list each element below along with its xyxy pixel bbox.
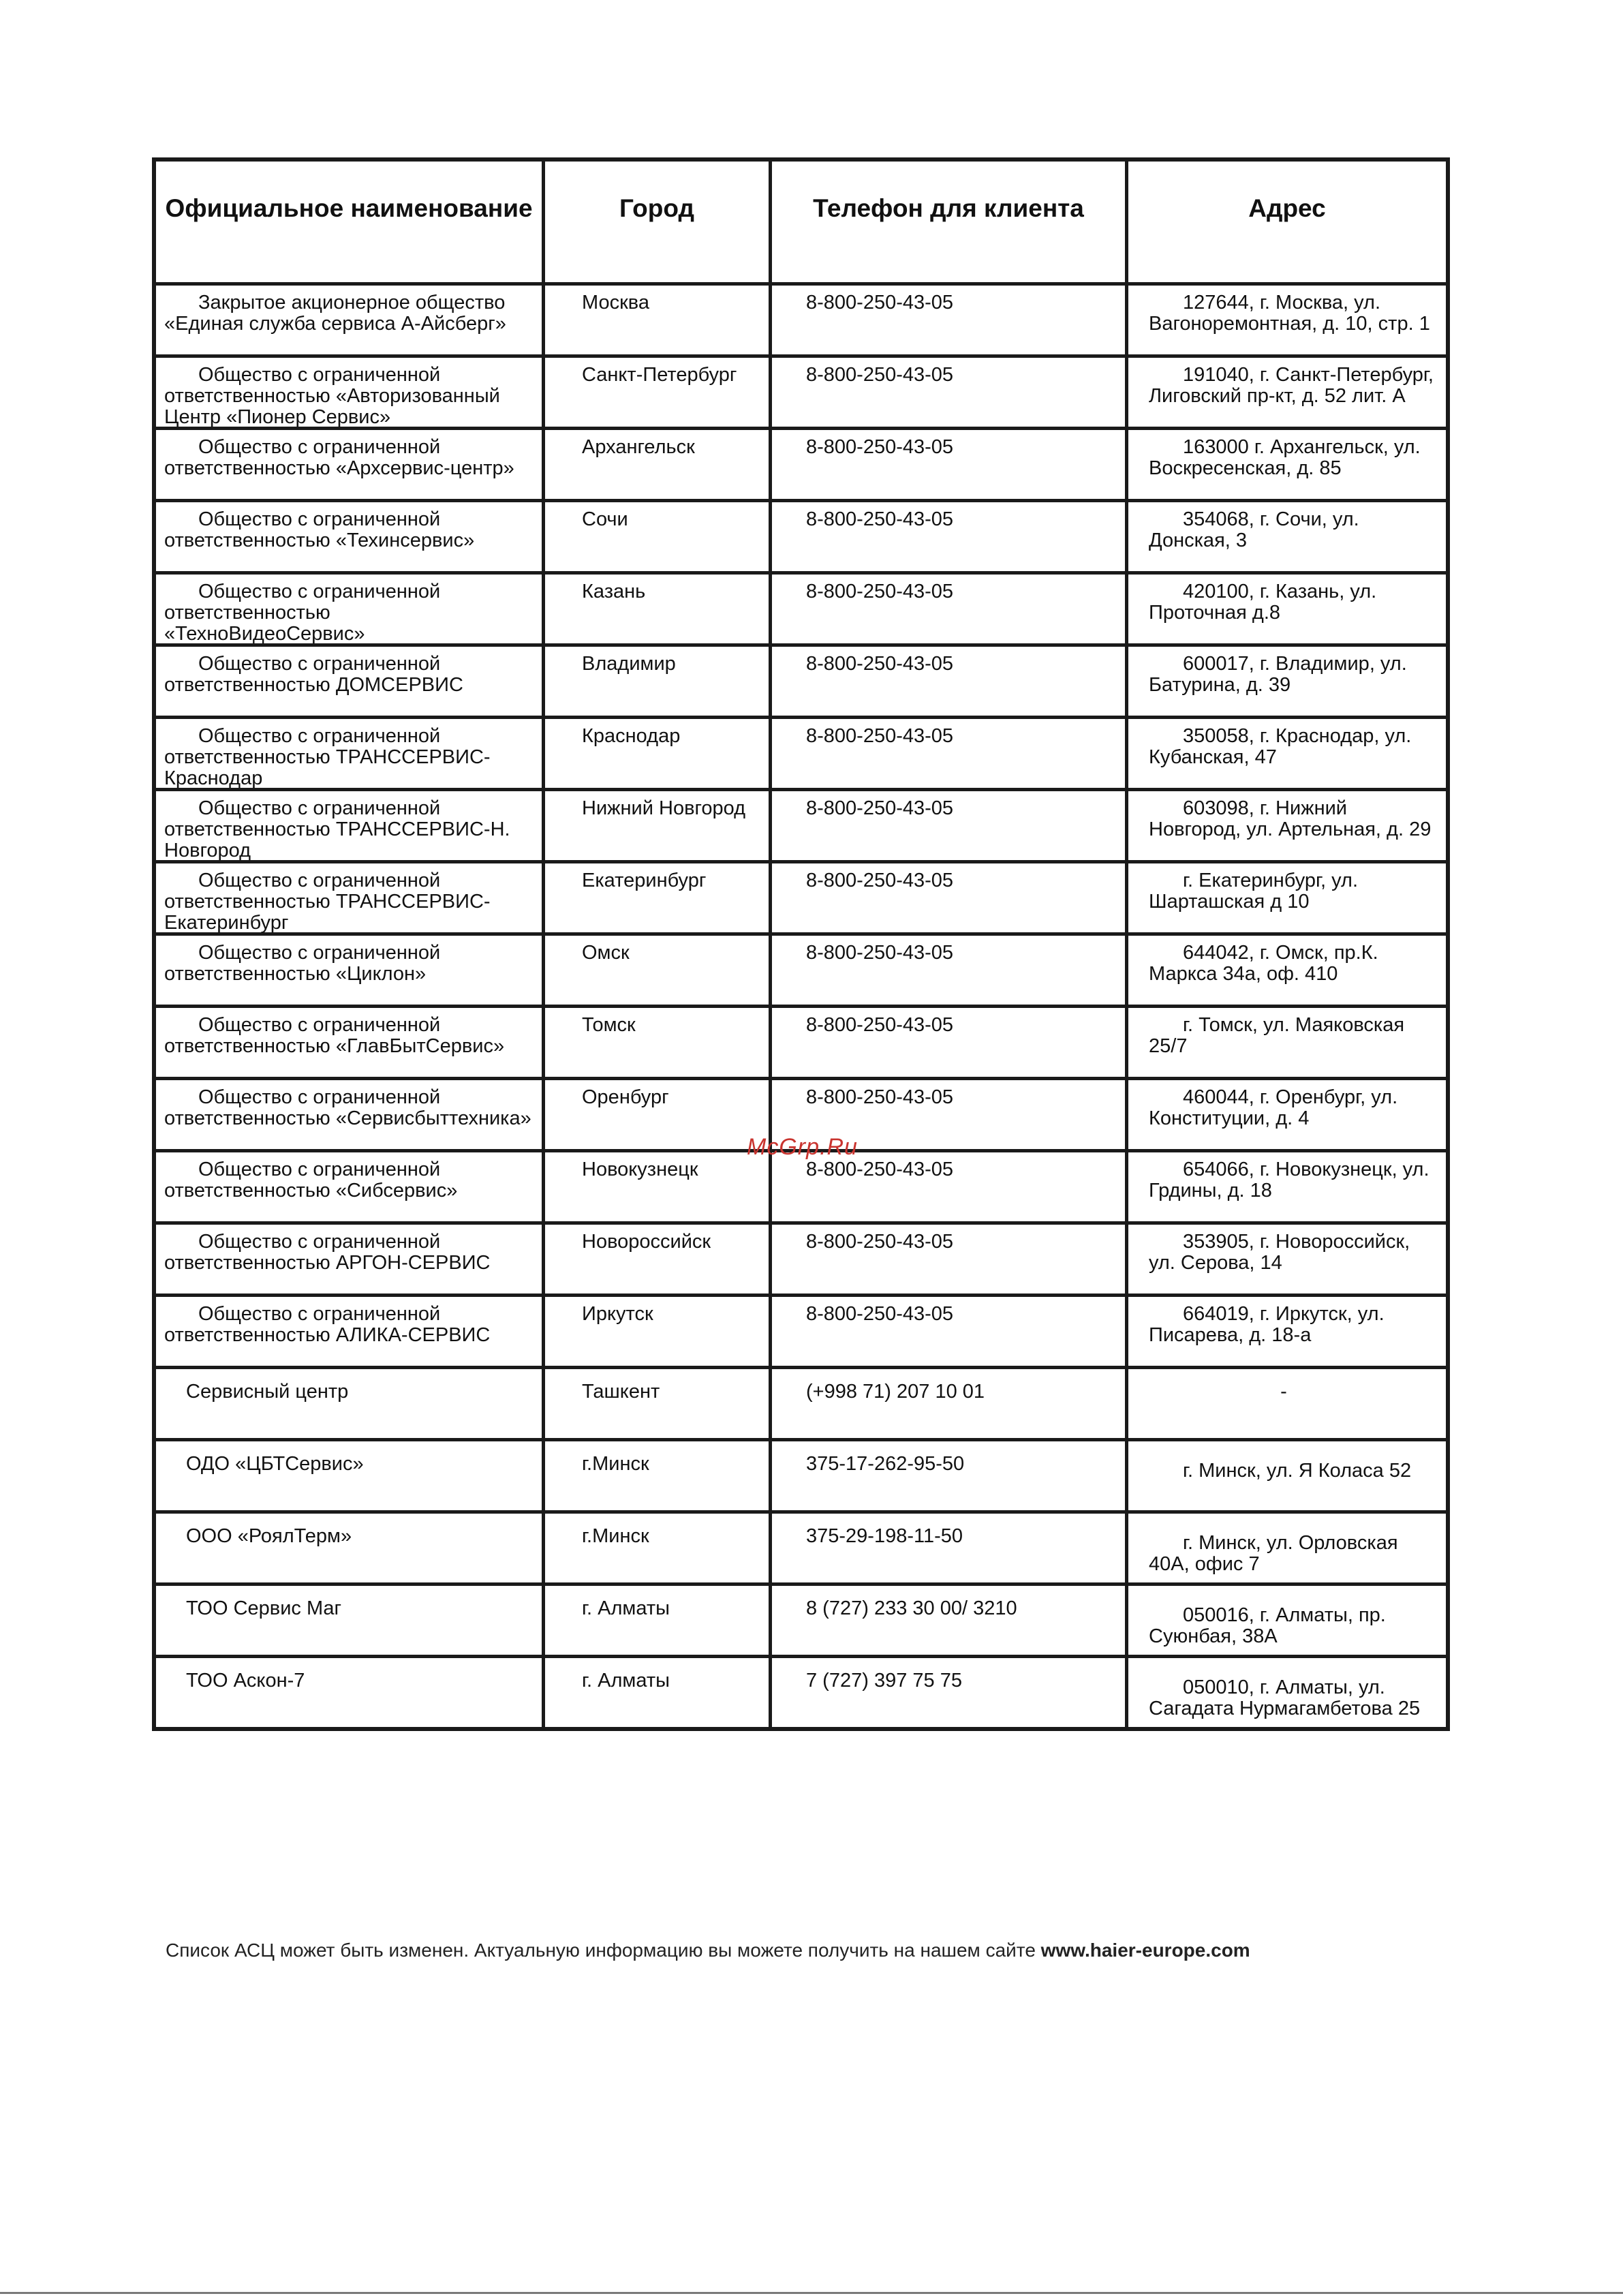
cell-name: Общество с ограниченной ответственностью «Сибсервис» — [164, 1159, 458, 1201]
cell-name: Сервисный центр — [186, 1381, 349, 1403]
cell-name: ТОО Аскон-7 — [186, 1670, 305, 1692]
cell-address: 350058, г. Краснодар, ул. Кубанская, 47 — [1125, 719, 1446, 788]
cell-phone: 8-800-250-43-05 — [769, 936, 1125, 1005]
cell-city: г. Алматы — [542, 1658, 769, 1727]
cell-address: г. Минск, ул. Я Коласа 52 — [1125, 1441, 1446, 1510]
cell-name: Общество с ограниченной ответственностью «Сервисбыттехника» — [164, 1086, 531, 1129]
cell-city: Архангельск — [542, 430, 769, 499]
cell-city: Москва — [542, 286, 769, 354]
table-row — [156, 860, 1446, 932]
cell-city: Нижний Новгород — [542, 791, 769, 860]
cell-address: 664019, г. Иркутск, ул. Писарева, д. 18-а — [1125, 1297, 1446, 1366]
cell-name: Общество с ограниченной ответственностью АЛИКА-СЕРВИС — [164, 1303, 491, 1346]
page-bottom-divider — [0, 2292, 1623, 2294]
footer-text: Список АСЦ может быть изменен. Актуальную информацию вы можете получить на нашем сайте — [166, 1940, 1036, 1961]
table-row — [156, 788, 1446, 860]
table-row — [156, 1005, 1446, 1077]
cell-name: Общество с ограниченной ответственностью ДОМСЕРВИС — [164, 653, 463, 696]
table-row — [156, 1221, 1446, 1294]
cell-city: Новороссийск — [542, 1225, 769, 1294]
cell-phone: 7 (727) 397 75 75 — [769, 1658, 1125, 1727]
table-row — [156, 1510, 1446, 1582]
cell-address: 050016, г. Алматы, пр. Суюнбая, 38А — [1125, 1586, 1446, 1655]
cell-address: 127644, г. Москва, ул. Вагоноремонтная, д. 10, стр. 1 — [1125, 286, 1446, 354]
cell-phone: 8-800-250-43-05 — [769, 1225, 1125, 1294]
table-header-row — [156, 162, 1446, 282]
table-row — [156, 1438, 1446, 1510]
cell-address: 191040, г. Санкт-Петербург, Лиговский пр-кт, д. 52 лит. А — [1125, 358, 1446, 427]
cell-phone: 8-800-250-43-05 — [769, 430, 1125, 499]
service-centers-table — [152, 157, 1450, 1731]
table-row — [156, 932, 1446, 1005]
cell-city: Омск — [542, 936, 769, 1005]
cell-phone: 8-800-250-43-05 — [769, 1008, 1125, 1077]
cell-address: 050010, г. Алматы, ул. Сагадата Нурмагамбетова 25 — [1125, 1658, 1446, 1727]
cell-name: ОДО «ЦБТСервис» — [186, 1453, 364, 1475]
table-row — [156, 1655, 1446, 1727]
cell-city: Новокузнецк — [542, 1152, 769, 1221]
table-row — [156, 282, 1446, 354]
cell-address: 603098, г. Нижний Новгород, ул. Артельная, д. 29 — [1125, 791, 1446, 860]
cell-name: Общество с ограниченной ответственностью «Техинсервис» — [164, 508, 475, 551]
table-row — [156, 643, 1446, 716]
cell-city: Владимир — [542, 647, 769, 716]
cell-address: 644042, г. Омск, пр.К. Маркса 34а, оф. 410 — [1125, 936, 1446, 1005]
cell-phone: 8 (727) 233 30 00/ 3210 — [769, 1586, 1125, 1655]
cell-city: Краснодар — [542, 719, 769, 788]
cell-name: Общество с ограниченной ответственностью АРГОН-СЕРВИС — [164, 1231, 491, 1274]
cell-name: Общество с ограниченной ответственностью ТРАНССЕРВИС-Н. Новгород — [164, 797, 510, 860]
cell-city: Ташкент — [542, 1369, 769, 1438]
cell-address: 353905, г. Новороссийск, ул. Серова, 14 — [1125, 1225, 1446, 1294]
cell-phone: 375-29-198-11-50 — [769, 1514, 1125, 1582]
table-row — [156, 427, 1446, 499]
cell-name: Общество с ограниченной ответственностью «Циклон» — [164, 942, 441, 985]
cell-address: г. Минск, ул. Орловская 40А, офис 7 — [1125, 1514, 1446, 1582]
cell-address: 600017, г. Владимир, ул. Батурина, д. 39 — [1125, 647, 1446, 716]
table-row — [156, 1582, 1446, 1655]
cell-city: Санкт-Петербург — [542, 358, 769, 427]
header-name: Официальное наименование — [165, 194, 533, 222]
cell-name: Закрытое акционерное общество «Единая служба сервиса А-Айсберг» — [164, 292, 506, 335]
cell-address: г. Томск, ул. Маяковская 25/7 — [1125, 1008, 1446, 1077]
cell-phone: 8-800-250-43-05 — [769, 1297, 1125, 1366]
table-row — [156, 354, 1446, 427]
cell-name: Общество с ограниченной ответственностью «Архсервис-центр» — [164, 436, 514, 479]
table-row — [156, 716, 1446, 788]
header-phone: Телефон для клиента — [769, 162, 1125, 282]
cell-address: 460044, г. Оренбург, ул. Конституции, д. 4 — [1125, 1080, 1446, 1149]
cell-city: г.Минск — [542, 1514, 769, 1582]
watermark: McGrp.Ru — [747, 1134, 858, 1160]
cell-phone: 8-800-250-43-05 — [769, 719, 1125, 788]
header-address: Адрес — [1125, 162, 1446, 282]
cell-city: г. Алматы — [542, 1586, 769, 1655]
cell-phone: 8-800-250-43-05 — [769, 1152, 1125, 1221]
cell-name: ТОО Сервис Маг — [186, 1597, 342, 1619]
cell-city: Екатеринбург — [542, 863, 769, 932]
table-row — [156, 1294, 1446, 1366]
cell-city: Сочи — [542, 502, 769, 571]
cell-address: 354068, г. Сочи, ул. Донская, 3 — [1125, 502, 1446, 571]
cell-address: г. Екатеринбург, ул. Шарташская д 10 — [1125, 863, 1446, 932]
table-row — [156, 571, 1446, 643]
cell-name: Общество с ограниченной ответственностью ТРАНССЕРВИС-Краснодар — [164, 725, 491, 788]
cell-phone: 8-800-250-43-05 — [769, 791, 1125, 860]
cell-phone: 375-17-262-95-50 — [769, 1441, 1125, 1510]
cell-phone: 8-800-250-43-05 — [769, 502, 1125, 571]
header-city: Город — [542, 162, 769, 282]
cell-name: Общество с ограниченной ответственностью «Авторизованный Центр «Пионер Сервис» — [164, 364, 500, 427]
cell-phone: 8-800-250-43-05 — [769, 358, 1125, 427]
footer-site-link[interactable]: www.haier-europe.com — [1040, 1940, 1250, 1961]
cell-city: Иркутск — [542, 1297, 769, 1366]
cell-phone: 8-800-250-43-05 — [769, 575, 1125, 643]
cell-city: Томск — [542, 1008, 769, 1077]
cell-phone: (+998 71) 207 10 01 — [769, 1369, 1125, 1438]
cell-name: ООО «РоялТерм» — [186, 1525, 352, 1547]
cell-phone: 8-800-250-43-05 — [769, 286, 1125, 354]
cell-phone: 8-800-250-43-05 — [769, 647, 1125, 716]
cell-phone: 8-800-250-43-05 — [769, 1080, 1125, 1149]
cell-address: 163000 г. Архангельск, ул. Воскресенская, д. 85 — [1125, 430, 1446, 499]
cell-name: Общество с ограниченной ответственностью «ТехноВидеоСервис» — [164, 581, 441, 643]
cell-city: Казань — [542, 575, 769, 643]
cell-address: 654066, г. Новокузнецк, ул. Грдины, д. 18 — [1125, 1152, 1446, 1221]
cell-address: - — [1125, 1369, 1446, 1438]
table-row — [156, 499, 1446, 571]
cell-city: г.Минск — [542, 1441, 769, 1510]
cell-phone: 8-800-250-43-05 — [769, 863, 1125, 932]
cell-address: 420100, г. Казань, ул. Проточная д.8 — [1125, 575, 1446, 643]
cell-name: Общество с ограниченной ответственностью ТРАНССЕРВИС-Екатеринбург — [164, 870, 491, 932]
footer-note — [166, 1940, 1250, 1961]
table-row — [156, 1366, 1446, 1438]
cell-name: Общество с ограниченной ответственностью «ГлавБытСервис» — [164, 1014, 505, 1057]
cell-city: Оренбург — [542, 1080, 769, 1149]
